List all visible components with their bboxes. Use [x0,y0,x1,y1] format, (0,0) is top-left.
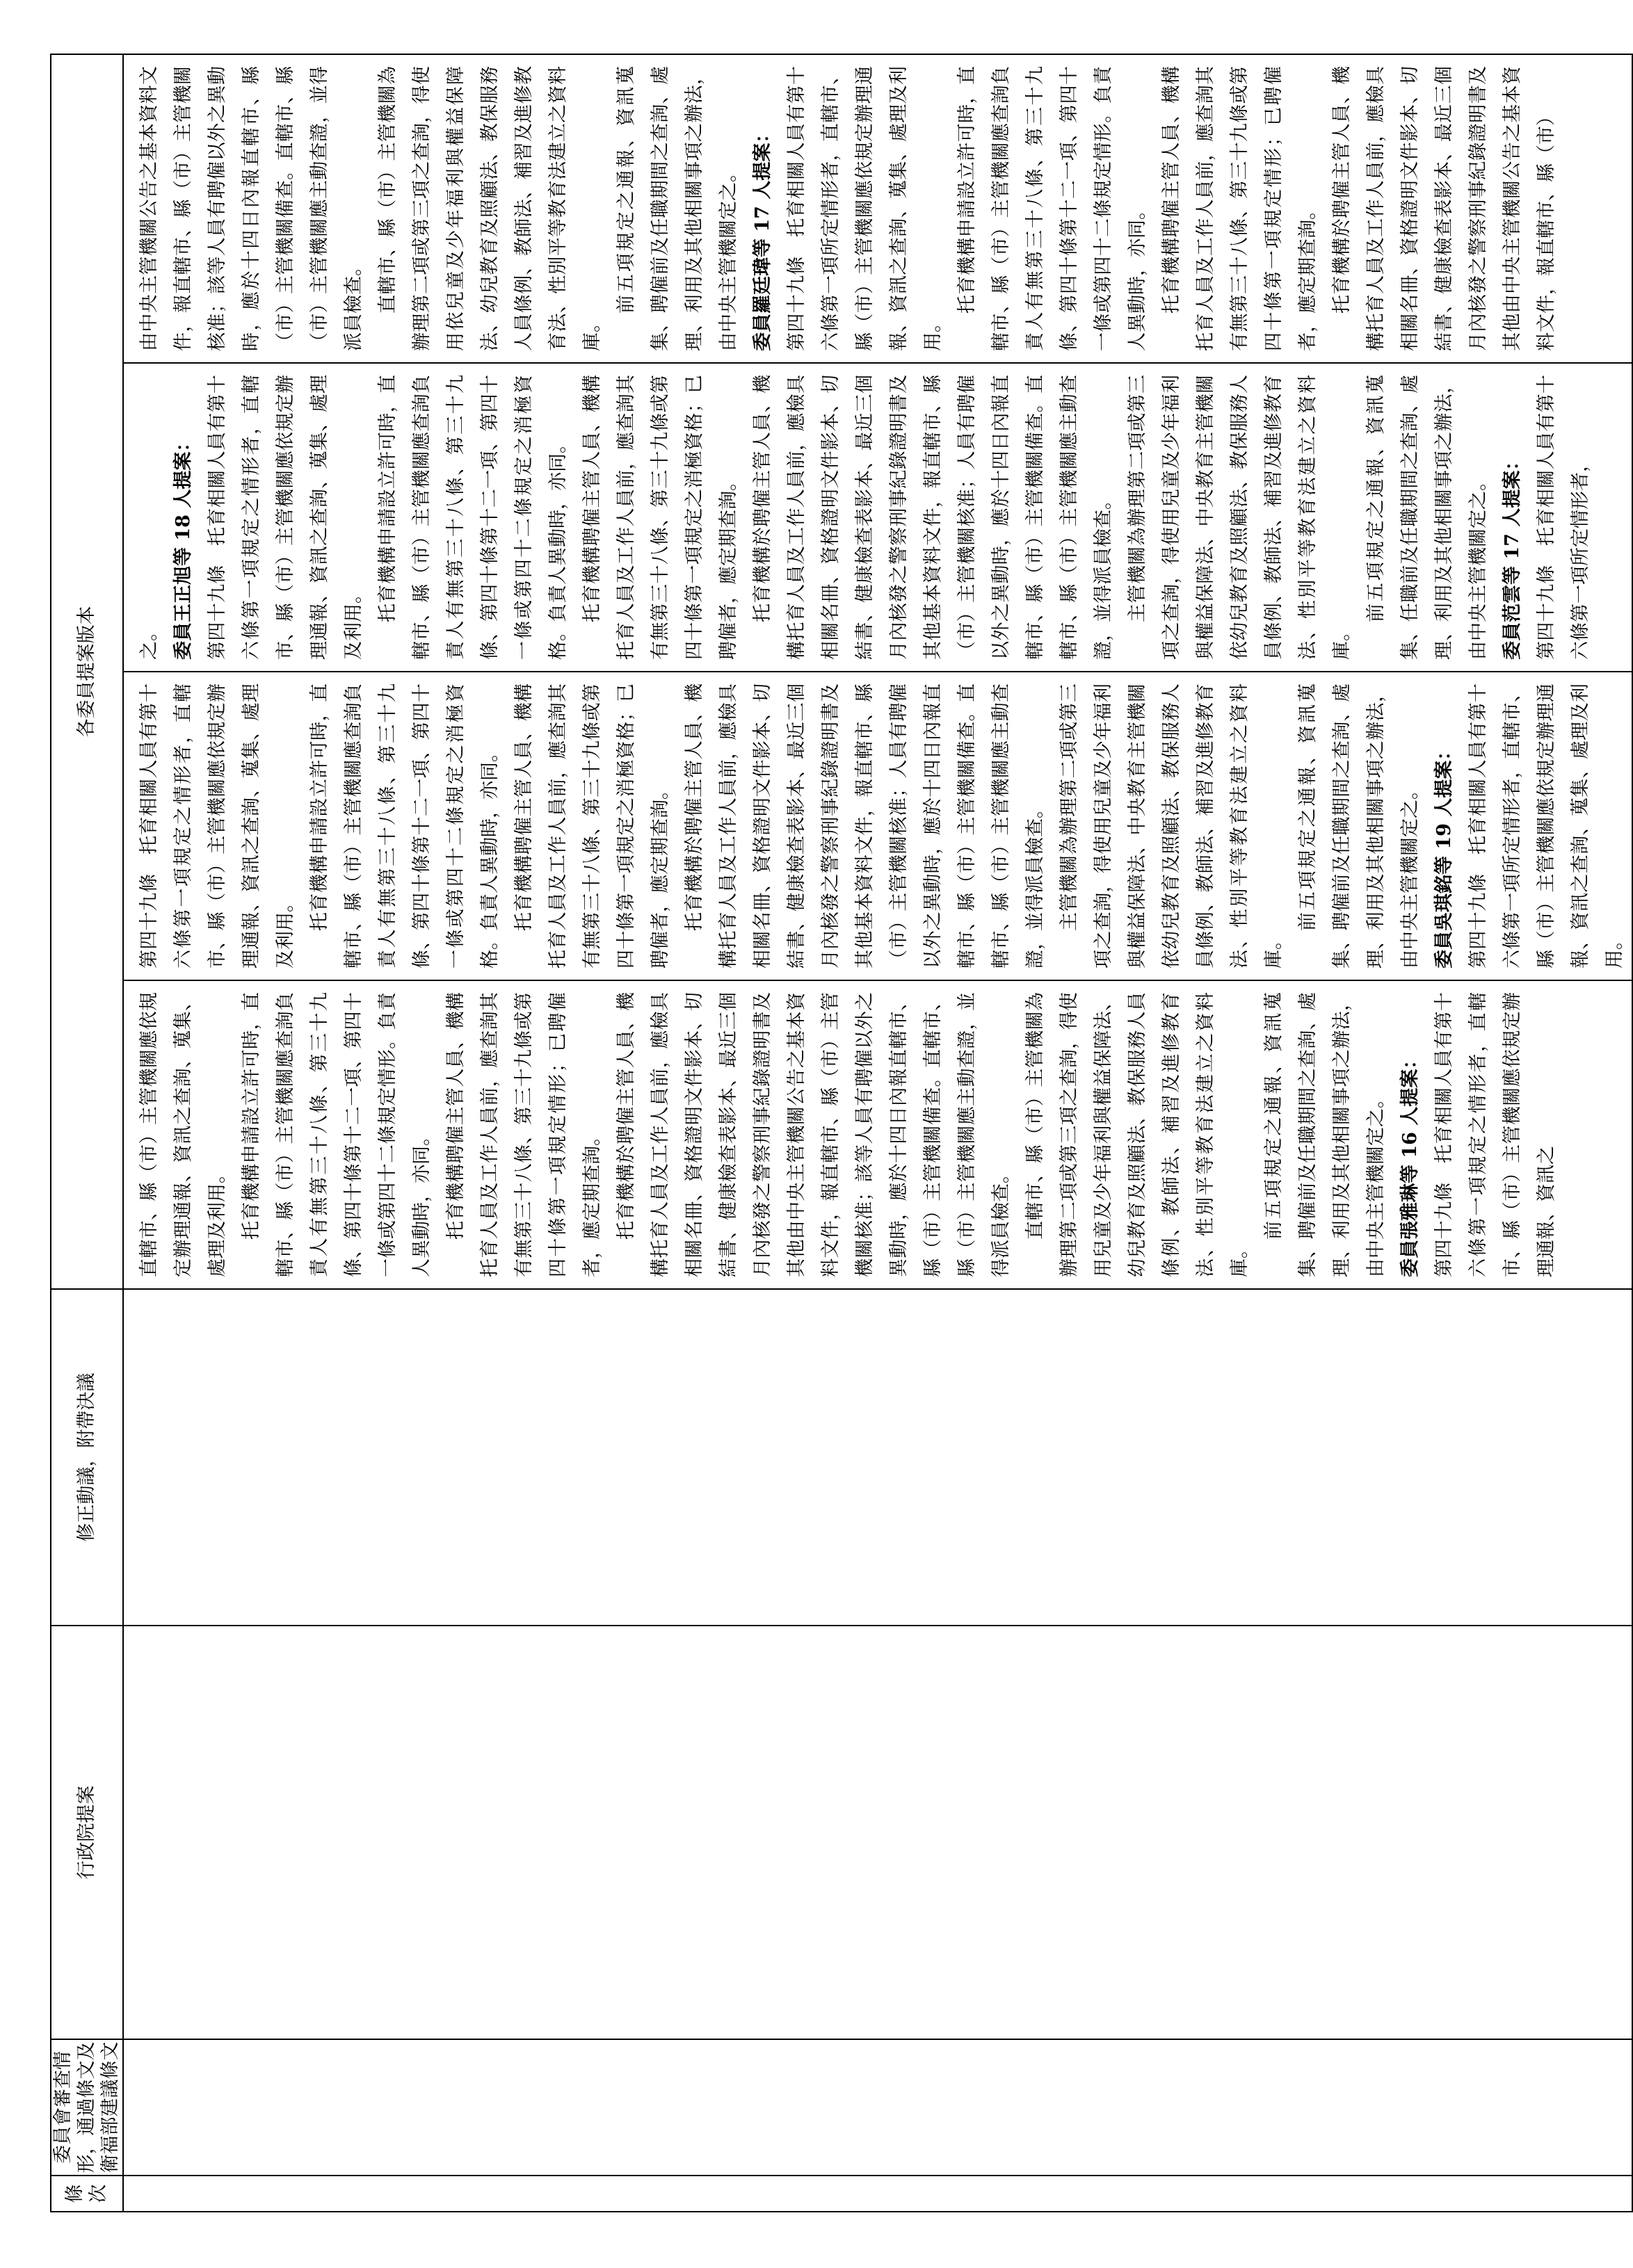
proposal-paragraph: 托育機構聘僱主管人員、機構托育人員及工作人員前，應查詢其有無第三十八條、第三十九條或第四十條第一項規定情形；已聘僱者，應定期查詢。 [445,992,603,1277]
proposal-paragraph: 托育機構申請設立許可時，直轄市、縣（市）主管機關應查詢負責人有無第三十八條、第三十九條、第四十條第十二一項、第四十一條或第四十二條規定之消極資格。負責人異動時，亦同。 [377,375,569,660]
header-row-number: 條次 [51,2176,123,2212]
proposal-paragraph: 托育機構聘僱主管人員、機構托育人員及工作人員前，應查詢其有無第三十八條、第三十九條或第四十條第一項規定之消極資格；已聘僱者，應定期查詢。 [513,683,671,969]
proposal-paragraph: 第四十九條 托育相關人員有第十六條第一項所定情形者，直轄市、縣（市）主管機關應依規定辦理通報、資訊之查詢、蒐集、處理及利用。 [786,66,944,351]
proposal-paragraph: 第四十九條 托育相關人員有第十六條第一項所定情形者，直轄市、縣（市）主管機關應依規定辦理通報、資訊之查詢、蒐集、處理及利用。 [1467,683,1625,969]
cell-executive-proposal [123,1626,1632,2039]
proposal-heading: 委員羅廷瑋等 17 人提案： [752,124,773,351]
header-committee: 委員會審查情形，通過條文及衛福部建議條文 [51,2039,123,2176]
comparison-table [50,54,1633,2212]
cell-modification-motion [123,1289,1632,1626]
proposal-heading: 委員張雅琳等 16 人提案： [1399,1050,1421,1277]
proposal-heading: 委員王正旭等 18 人提案： [172,432,194,660]
header-row [51,54,123,2212]
proposal-paragraph: 前五項規定之通報、資訊蒐集、聘僱前及任職期間之查詢、處理、利用及其他相關事項之辦法，由中央主管機關定之。 [1263,992,1387,1277]
proposal-paragraph: 托育機構於聘僱主管人員、機構托育人員及工作人員前，應檢具相關名冊、資格證明文件影本、切結書、健康檢查表影本、最近三個月內核發之警察刑事紀錄證明書及其他基本資料文件，報直轄市、縣（市）主管機關核准；人員有聘僱以外之異動時，應於十四日內報直轄市、縣（市）主管機關備查。直轄市、縣（市）主管機關應主動查證，並得派員檢查。 [684,683,1046,969]
proposal-column [124,55,1632,362]
proposal-paragraph: 托育機構於聘僱主管人員、機構托育人員及工作人員前，應檢具相關名冊、資格證明文件影本、切結書、健康檢查表影本、最近三個月內核發之警察刑事紀錄證明書及其他由中央主管機關公告之基本資料文件，報直轄市、縣（市）主管機關核准；該等人員有聘僱以外之異動時，應於十四日內報直轄市、縣（市）主管機關備查。直轄市、縣（市）主管機關應主動查證，並得派員檢查。 [616,992,1012,1277]
proposal-column [124,362,1632,671]
proposal-paragraph: 第四十九條 托育相關人員有第十六條第一項規定之情形者，直轄市、縣（市）主管機關應依規定辦理通報、資訊之 [1433,992,1557,1277]
proposal-paragraph: 托育機構聘僱主管人員、機構托育人員及工作人員前，應查詢其有無第三十八條、第三十九條或第四十條第一項規定之消極資格；已聘僱者，應定期查詢。 [581,375,739,660]
proposal-paragraph: 第四十九條 托育相關人員有第十六條第一項規定之情形者，直轄市、縣（市）主管機關應依規定辦理通報、資訊之查詢、蒐集、處理及利用。 [207,375,364,660]
proposal-columns [124,55,1632,1288]
proposal-paragraph: 托育機構申請設立許可時，直轄市、縣（市）主管機關應查詢負責人有無第三十八條、第三十九條、第四十條第十二一項、第四十一條或第四十二條規定情形。負責人異動時，亦同。 [241,992,433,1277]
header-executive-proposal: 行政院提案 [51,1626,123,2039]
cell-committee [123,2039,1632,2176]
proposal-paragraph: 前五項規定之通報、資訊蒐集、任職前及任職期間之查詢、處理、利用及其他相關事項之辦法，由中央主管機關定之。 [1365,375,1489,660]
header-member-proposals: 各委員提案版本 [51,54,123,1289]
proposal-paragraph: 主管機關為辦理第二項或第三項之查詢，得使用兒童及少年福利與權益保障法、中央教育主管機關依幼兒教育及照顧法、教保服務人員條例、教師法、補習及進修教育法、性別平等教育法建立之資料庫。 [1059,683,1285,969]
proposal-paragraph: 直轄市、縣（市）主管機關為辦理第二項或第三項之查詢，得使用依兒童及少年福利與權益保障法、幼兒教育及照顧法、教保服務人員條例、教師法、補習及進修教育法、性別平等教育法建立之資料庫。 [377,66,603,351]
proposal-paragraph: 主管機關為辦理第二項或第三項之查詢，得使用兒童及少年福利與權益保障法、中央教育主管機關依幼兒教育及照顧法、教保服務人員條例、教師法、補習及進修教育法、性別平等教育法建立之資料庫。 [1127,375,1353,660]
proposal-column [124,671,1632,980]
proposal-paragraph: 直轄市、縣（市）主管機關為辦理第二項或第三項之查詢，得使用兒童及少年福利與權益保障法、幼兒教育及照顧法、教保服務人員條例、教師法、補習及進修教育法、性別平等教育法建立之資料庫。 [1024,992,1250,1277]
proposal-heading: 委員范雲等 17 人提案： [1502,451,1523,660]
body-row [123,54,1632,2212]
cell-row-number [123,2176,1632,2212]
proposal-heading: 委員吳琪銘等 19 人提案： [1433,741,1455,969]
proposal-paragraph: 由中央主管機關公告之基本資料文件，報直轄市、縣（市）主管機關核准；該等人員有聘僱以外之異動時，應於十四日內報直轄市、縣（市）主管機關備查。直轄市、縣（市）主管機關應主動查證，並得派員檢查。 [138,66,364,351]
proposal-paragraph: 托育機構於聘僱主管人員、機構托育人員及工作人員前，應檢具相關名冊、資格證明文件影本、切結書、健康檢查表影本、最近三個月內核發之警察刑事紀錄證明書及其他基本資料文件，報直轄市、縣（市）主管機關核准；人員有聘僱以外之異動時，應於十四日內報直轄市、縣（市）主管機關備查。直轄市、縣（市）主管機關應主動查證，並得派員檢查。 [752,375,1114,660]
proposal-paragraph: 前五項規定之通報、資訊蒐集、聘僱前及任職期間之查詢、處理、利用及其他相關事項之辦法，由中央主管機關定之。 [616,66,739,351]
proposal-paragraph: 第四十九條 托育相關人員有第十六條第一項所定情形者， [1536,375,1591,660]
proposal-paragraph: 托育機構聘僱主管人員、機構托育人員及工作人員前，應查詢其有無第三十八條、第三十九條或第四十條第一項規定情形；已聘僱者，應定期查詢。 [1161,66,1319,351]
proposal-paragraph: 直轄市、縣（市）主管機關應依規定辦理通報、資訊之查詢、蒐集、處理及利用。 [138,992,228,1277]
header-modification-motion: 修正動議，附帶決議 [51,1289,123,1626]
proposal-column [124,980,1632,1288]
proposal-paragraph: 托育機構申請設立許可時，直轄市、縣（市）主管機關應查詢負責人有無第三十八條、第三十九條、第四十條第十二一項、第四十一條或第四十二條規定之消極資格。負責人異動時，亦同。 [309,683,501,969]
proposal-paragraph: 托育機構申請設立許可時，直轄市、縣（市）主管機關應查詢負責人有無第三十八條、第三十九條、第四十條第十二一項、第四十一條或第四十二條規定情形。負責人異動時，亦同。 [956,66,1148,351]
cell-member-proposals [123,54,1632,1289]
proposal-paragraph: 前五項規定之通報、資訊蒐集、聘僱前及任職期間之查詢、處理、利用及其他相關事項之辦法，由中央主管機關定之。 [1297,683,1421,969]
proposal-paragraph: 第四十九條 托育相關人員有第十六條第一項規定之情形者，直轄市、縣（市）主管機關應依規定辦理通報、資訊之查詢、蒐集、處理及利用。 [138,683,296,969]
proposal-paragraph: 托育機構於聘僱主管人員、機構托育人員及工作人員前，應檢具相關名冊、資格證明文件影本、切結書、健康檢查表影本、最近三個月內核發之警察刑事紀錄證明書及其他由中央主管機關公告之基本資料文件，報直轄市、縣（市） [1331,66,1557,351]
proposal-paragraph: 之。 [138,622,160,660]
